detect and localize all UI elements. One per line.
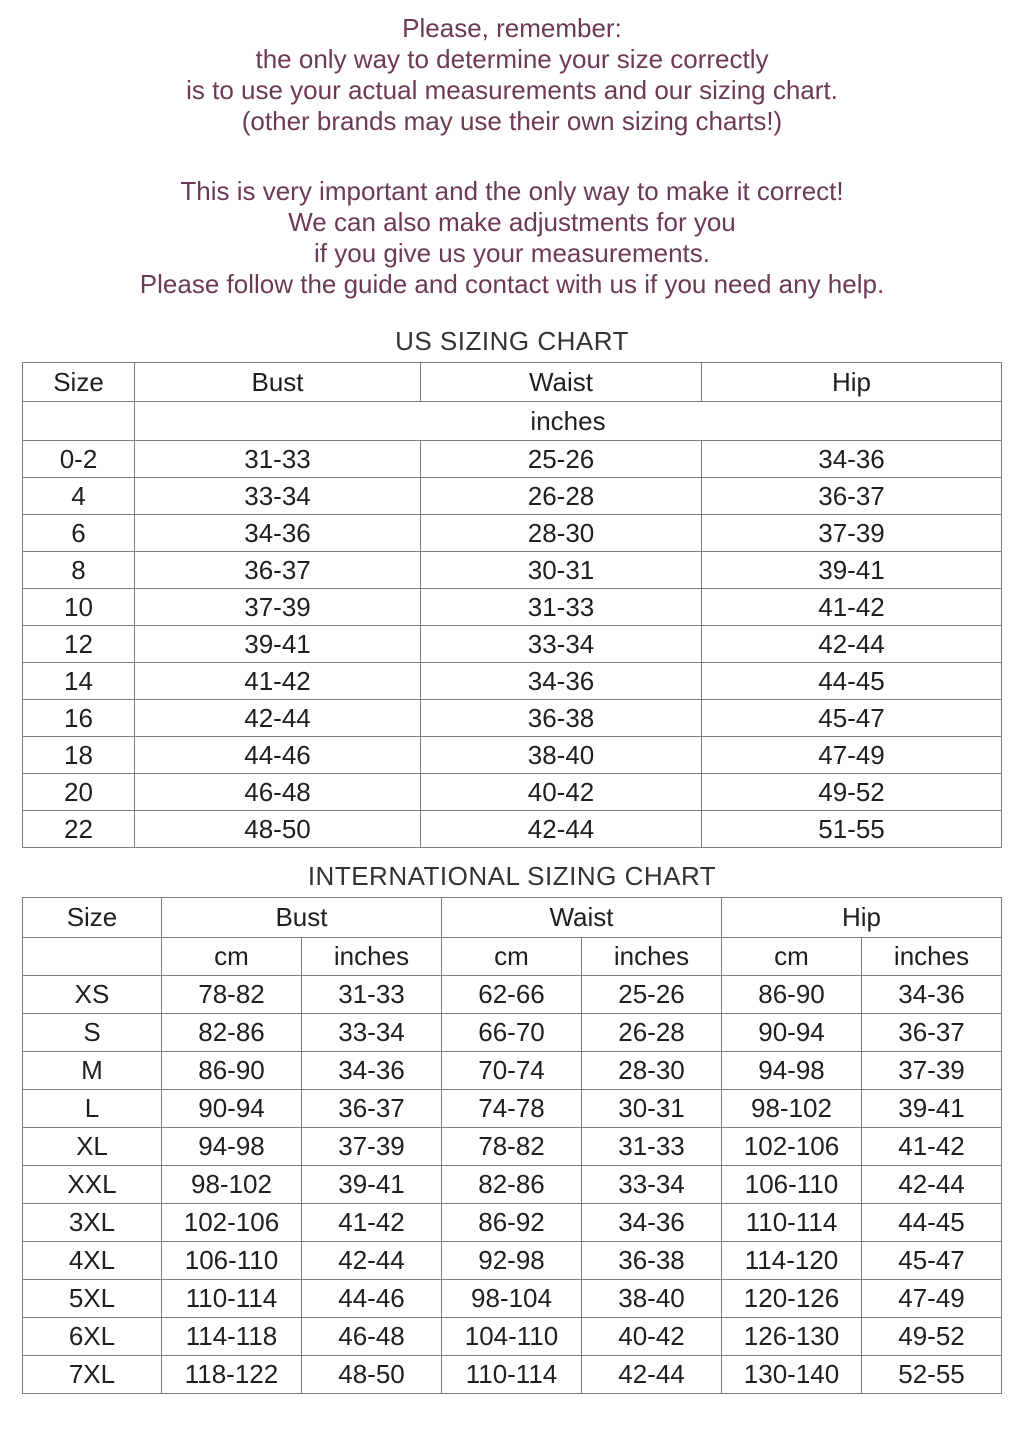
intro-line: is to use your actual measurements and our sizing chart. bbox=[186, 75, 838, 105]
table-cell: 44-46 bbox=[135, 737, 421, 774]
intro-line: the only way to determine your size correctly bbox=[255, 44, 769, 74]
table-row bbox=[23, 774, 1002, 811]
table-cell: 94-98 bbox=[722, 1052, 862, 1090]
table-row bbox=[23, 737, 1002, 774]
table-cell: 47-49 bbox=[702, 737, 1002, 774]
international-sizing-table bbox=[22, 897, 1002, 1394]
table-cell: 37-39 bbox=[702, 515, 1002, 552]
table-cell: 36-38 bbox=[581, 1242, 721, 1280]
table-row bbox=[23, 515, 1002, 552]
table-cell: 30-31 bbox=[581, 1090, 721, 1128]
intl-column-header-waist: Waist bbox=[441, 898, 721, 938]
table-cell: 34-36 bbox=[135, 515, 421, 552]
table-cell: 34-36 bbox=[581, 1204, 721, 1242]
table-cell: 104-110 bbox=[441, 1318, 581, 1356]
table-cell: 90-94 bbox=[722, 1014, 862, 1052]
table-cell: 42-44 bbox=[135, 700, 421, 737]
intro-block bbox=[0, 0, 1024, 300]
table-cell: 36-37 bbox=[862, 1014, 1002, 1052]
table-cell: 86-90 bbox=[722, 976, 862, 1014]
table-cell: XL bbox=[22, 1128, 161, 1166]
table-cell: 36-37 bbox=[702, 478, 1002, 515]
table-row bbox=[22, 976, 1001, 1014]
table-cell: 26-28 bbox=[581, 1014, 721, 1052]
table-cell: 33-34 bbox=[421, 626, 702, 663]
intro-line: if you give us your measurements. bbox=[314, 238, 710, 268]
intl-header-row bbox=[22, 898, 1001, 938]
table-cell: 126-130 bbox=[722, 1318, 862, 1356]
table-cell: 120-126 bbox=[722, 1280, 862, 1318]
table-row bbox=[22, 1052, 1001, 1090]
us-column-header-size: Size bbox=[23, 363, 135, 402]
table-cell: 49-52 bbox=[702, 774, 1002, 811]
table-cell: 66-70 bbox=[441, 1014, 581, 1052]
table-cell: 31-33 bbox=[421, 589, 702, 626]
table-cell: 102-106 bbox=[161, 1204, 301, 1242]
table-cell: 130-140 bbox=[722, 1356, 862, 1394]
table-cell: 106-110 bbox=[161, 1242, 301, 1280]
table-cell: 42-44 bbox=[702, 626, 1002, 663]
table-row bbox=[22, 1090, 1001, 1128]
us-chart-title: US SIZING CHART bbox=[395, 326, 629, 356]
intro-line: We can also make adjustments for you bbox=[288, 207, 736, 237]
table-cell: 40-42 bbox=[581, 1318, 721, 1356]
table-cell: 46-48 bbox=[301, 1318, 441, 1356]
table-cell: 6XL bbox=[22, 1318, 161, 1356]
table-row bbox=[22, 1356, 1001, 1394]
table-row bbox=[22, 1166, 1001, 1204]
intl-unit-cell-waist-cm: cm bbox=[441, 938, 581, 976]
table-row bbox=[22, 1014, 1001, 1052]
table-cell: 118-122 bbox=[161, 1356, 301, 1394]
table-cell: 40-42 bbox=[421, 774, 702, 811]
table-cell: 39-41 bbox=[135, 626, 421, 663]
intl-unit-cell-bust-inches: inches bbox=[301, 938, 441, 976]
intro-paragraph-1 bbox=[0, 13, 1024, 137]
table-cell: 31-33 bbox=[301, 976, 441, 1014]
table-cell: 41-42 bbox=[135, 663, 421, 700]
table-cell: 34-36 bbox=[301, 1052, 441, 1090]
table-cell: 78-82 bbox=[441, 1128, 581, 1166]
table-cell: 39-41 bbox=[301, 1166, 441, 1204]
intro-line: Please follow the guide and contact with us if you need any help. bbox=[139, 269, 885, 299]
table-cell: 28-30 bbox=[421, 515, 702, 552]
table-cell: S bbox=[22, 1014, 161, 1052]
us-unit-cell: inches bbox=[135, 402, 1002, 441]
table-cell: 86-92 bbox=[441, 1204, 581, 1242]
table-cell: 31-33 bbox=[581, 1128, 721, 1166]
table-cell: 51-55 bbox=[702, 811, 1002, 848]
table-cell: 49-52 bbox=[862, 1318, 1002, 1356]
table-cell: 92-98 bbox=[441, 1242, 581, 1280]
table-cell: 46-48 bbox=[135, 774, 421, 811]
table-cell: 44-45 bbox=[862, 1204, 1002, 1242]
table-cell: 26-28 bbox=[421, 478, 702, 515]
table-row bbox=[22, 1318, 1001, 1356]
table-cell: 36-37 bbox=[301, 1090, 441, 1128]
us-column-header-waist: Waist bbox=[421, 363, 702, 402]
table-cell: 36-37 bbox=[135, 552, 421, 589]
table-row bbox=[23, 700, 1002, 737]
table-cell: 10 bbox=[23, 589, 135, 626]
table-cell: 4XL bbox=[22, 1242, 161, 1280]
table-row bbox=[23, 811, 1002, 848]
table-cell: 33-34 bbox=[135, 478, 421, 515]
table-cell: M bbox=[22, 1052, 161, 1090]
table-cell: 33-34 bbox=[581, 1166, 721, 1204]
table-cell: 8 bbox=[23, 552, 135, 589]
table-cell: 114-120 bbox=[722, 1242, 862, 1280]
table-cell: 41-42 bbox=[862, 1128, 1002, 1166]
table-cell: 30-31 bbox=[421, 552, 702, 589]
table-cell: 34-36 bbox=[862, 976, 1002, 1014]
table-cell: XS bbox=[22, 976, 161, 1014]
table-row bbox=[22, 1280, 1001, 1318]
table-cell: 12 bbox=[23, 626, 135, 663]
us-column-header-hip: Hip bbox=[702, 363, 1002, 402]
table-cell: 37-39 bbox=[135, 589, 421, 626]
intl-column-header-size: Size bbox=[22, 898, 161, 938]
us-column-header-bust: Bust bbox=[135, 363, 421, 402]
table-cell: 36-38 bbox=[421, 700, 702, 737]
table-cell: 78-82 bbox=[161, 976, 301, 1014]
table-cell: 42-44 bbox=[581, 1356, 721, 1394]
table-cell: L bbox=[22, 1090, 161, 1128]
table-cell: 22 bbox=[23, 811, 135, 848]
table-cell: 86-90 bbox=[161, 1052, 301, 1090]
table-cell: 62-66 bbox=[441, 976, 581, 1014]
table-row bbox=[23, 552, 1002, 589]
table-cell: 34-36 bbox=[702, 441, 1002, 478]
table-cell: 102-106 bbox=[722, 1128, 862, 1166]
table-cell: 42-44 bbox=[421, 811, 702, 848]
table-cell: 47-49 bbox=[862, 1280, 1002, 1318]
table-cell: 41-42 bbox=[702, 589, 1002, 626]
table-cell: 28-30 bbox=[581, 1052, 721, 1090]
table-cell: 48-50 bbox=[301, 1356, 441, 1394]
empty-cell bbox=[22, 938, 161, 976]
table-row bbox=[22, 1242, 1001, 1280]
table-cell: 42-44 bbox=[301, 1242, 441, 1280]
table-row bbox=[23, 626, 1002, 663]
us-sizing-table bbox=[22, 362, 1002, 848]
table-cell: 106-110 bbox=[722, 1166, 862, 1204]
intro-paragraph-2 bbox=[0, 176, 1024, 300]
empty-cell bbox=[23, 402, 135, 441]
table-cell: 3XL bbox=[22, 1204, 161, 1242]
table-cell: 74-78 bbox=[441, 1090, 581, 1128]
table-cell: 98-102 bbox=[722, 1090, 862, 1128]
table-cell: 98-104 bbox=[441, 1280, 581, 1318]
table-cell: 37-39 bbox=[862, 1052, 1002, 1090]
table-cell: 37-39 bbox=[301, 1128, 441, 1166]
table-cell: 16 bbox=[23, 700, 135, 737]
intl-unit-cell-hip-inches: inches bbox=[862, 938, 1002, 976]
table-row bbox=[22, 1204, 1001, 1242]
table-cell: 48-50 bbox=[135, 811, 421, 848]
international-chart-title: INTERNATIONAL SIZING CHART bbox=[307, 861, 717, 891]
table-row bbox=[23, 589, 1002, 626]
table-cell: 41-42 bbox=[301, 1204, 441, 1242]
intro-line: (other brands may use their own sizing charts!) bbox=[241, 106, 783, 136]
table-cell: 98-102 bbox=[161, 1166, 301, 1204]
table-cell: 44-45 bbox=[702, 663, 1002, 700]
table-row bbox=[23, 441, 1002, 478]
intl-unit-cell-hip-cm: cm bbox=[722, 938, 862, 976]
table-cell: 6 bbox=[23, 515, 135, 552]
table-row bbox=[23, 478, 1002, 515]
table-row bbox=[22, 1128, 1001, 1166]
table-cell: 38-40 bbox=[421, 737, 702, 774]
table-cell: 45-47 bbox=[862, 1242, 1002, 1280]
table-cell: 0-2 bbox=[23, 441, 135, 478]
table-cell: 39-41 bbox=[702, 552, 1002, 589]
table-cell: 31-33 bbox=[135, 441, 421, 478]
table-cell: 110-114 bbox=[441, 1356, 581, 1394]
us-unit-row bbox=[23, 402, 1002, 441]
table-cell: 18 bbox=[23, 737, 135, 774]
table-cell: 7XL bbox=[22, 1356, 161, 1394]
intro-line: Please, remember: bbox=[402, 13, 622, 43]
table-cell: 90-94 bbox=[161, 1090, 301, 1128]
table-cell: 39-41 bbox=[862, 1090, 1002, 1128]
intl-unit-row bbox=[22, 938, 1001, 976]
table-cell: 70-74 bbox=[441, 1052, 581, 1090]
table-cell: 52-55 bbox=[862, 1356, 1002, 1394]
table-cell: XXL bbox=[22, 1166, 161, 1204]
table-row bbox=[23, 663, 1002, 700]
table-cell: 20 bbox=[23, 774, 135, 811]
table-cell: 82-86 bbox=[441, 1166, 581, 1204]
table-cell: 5XL bbox=[22, 1280, 161, 1318]
table-cell: 25-26 bbox=[421, 441, 702, 478]
us-header-row bbox=[23, 363, 1002, 402]
table-cell: 42-44 bbox=[862, 1166, 1002, 1204]
intl-column-header-hip: Hip bbox=[722, 898, 1002, 938]
table-cell: 82-86 bbox=[161, 1014, 301, 1052]
table-cell: 4 bbox=[23, 478, 135, 515]
intro-line: This is very important and the only way to make it correct! bbox=[180, 176, 844, 206]
intl-column-header-bust: Bust bbox=[161, 898, 441, 938]
table-cell: 114-118 bbox=[161, 1318, 301, 1356]
table-cell: 94-98 bbox=[161, 1128, 301, 1166]
table-cell: 110-114 bbox=[161, 1280, 301, 1318]
table-cell: 34-36 bbox=[421, 663, 702, 700]
table-cell: 45-47 bbox=[702, 700, 1002, 737]
intl-unit-cell-waist-inches: inches bbox=[581, 938, 721, 976]
table-cell: 44-46 bbox=[301, 1280, 441, 1318]
table-cell: 14 bbox=[23, 663, 135, 700]
table-cell: 38-40 bbox=[581, 1280, 721, 1318]
table-cell: 25-26 bbox=[581, 976, 721, 1014]
table-cell: 110-114 bbox=[722, 1204, 862, 1242]
table-cell: 33-34 bbox=[301, 1014, 441, 1052]
intl-unit-cell-bust-cm: cm bbox=[161, 938, 301, 976]
